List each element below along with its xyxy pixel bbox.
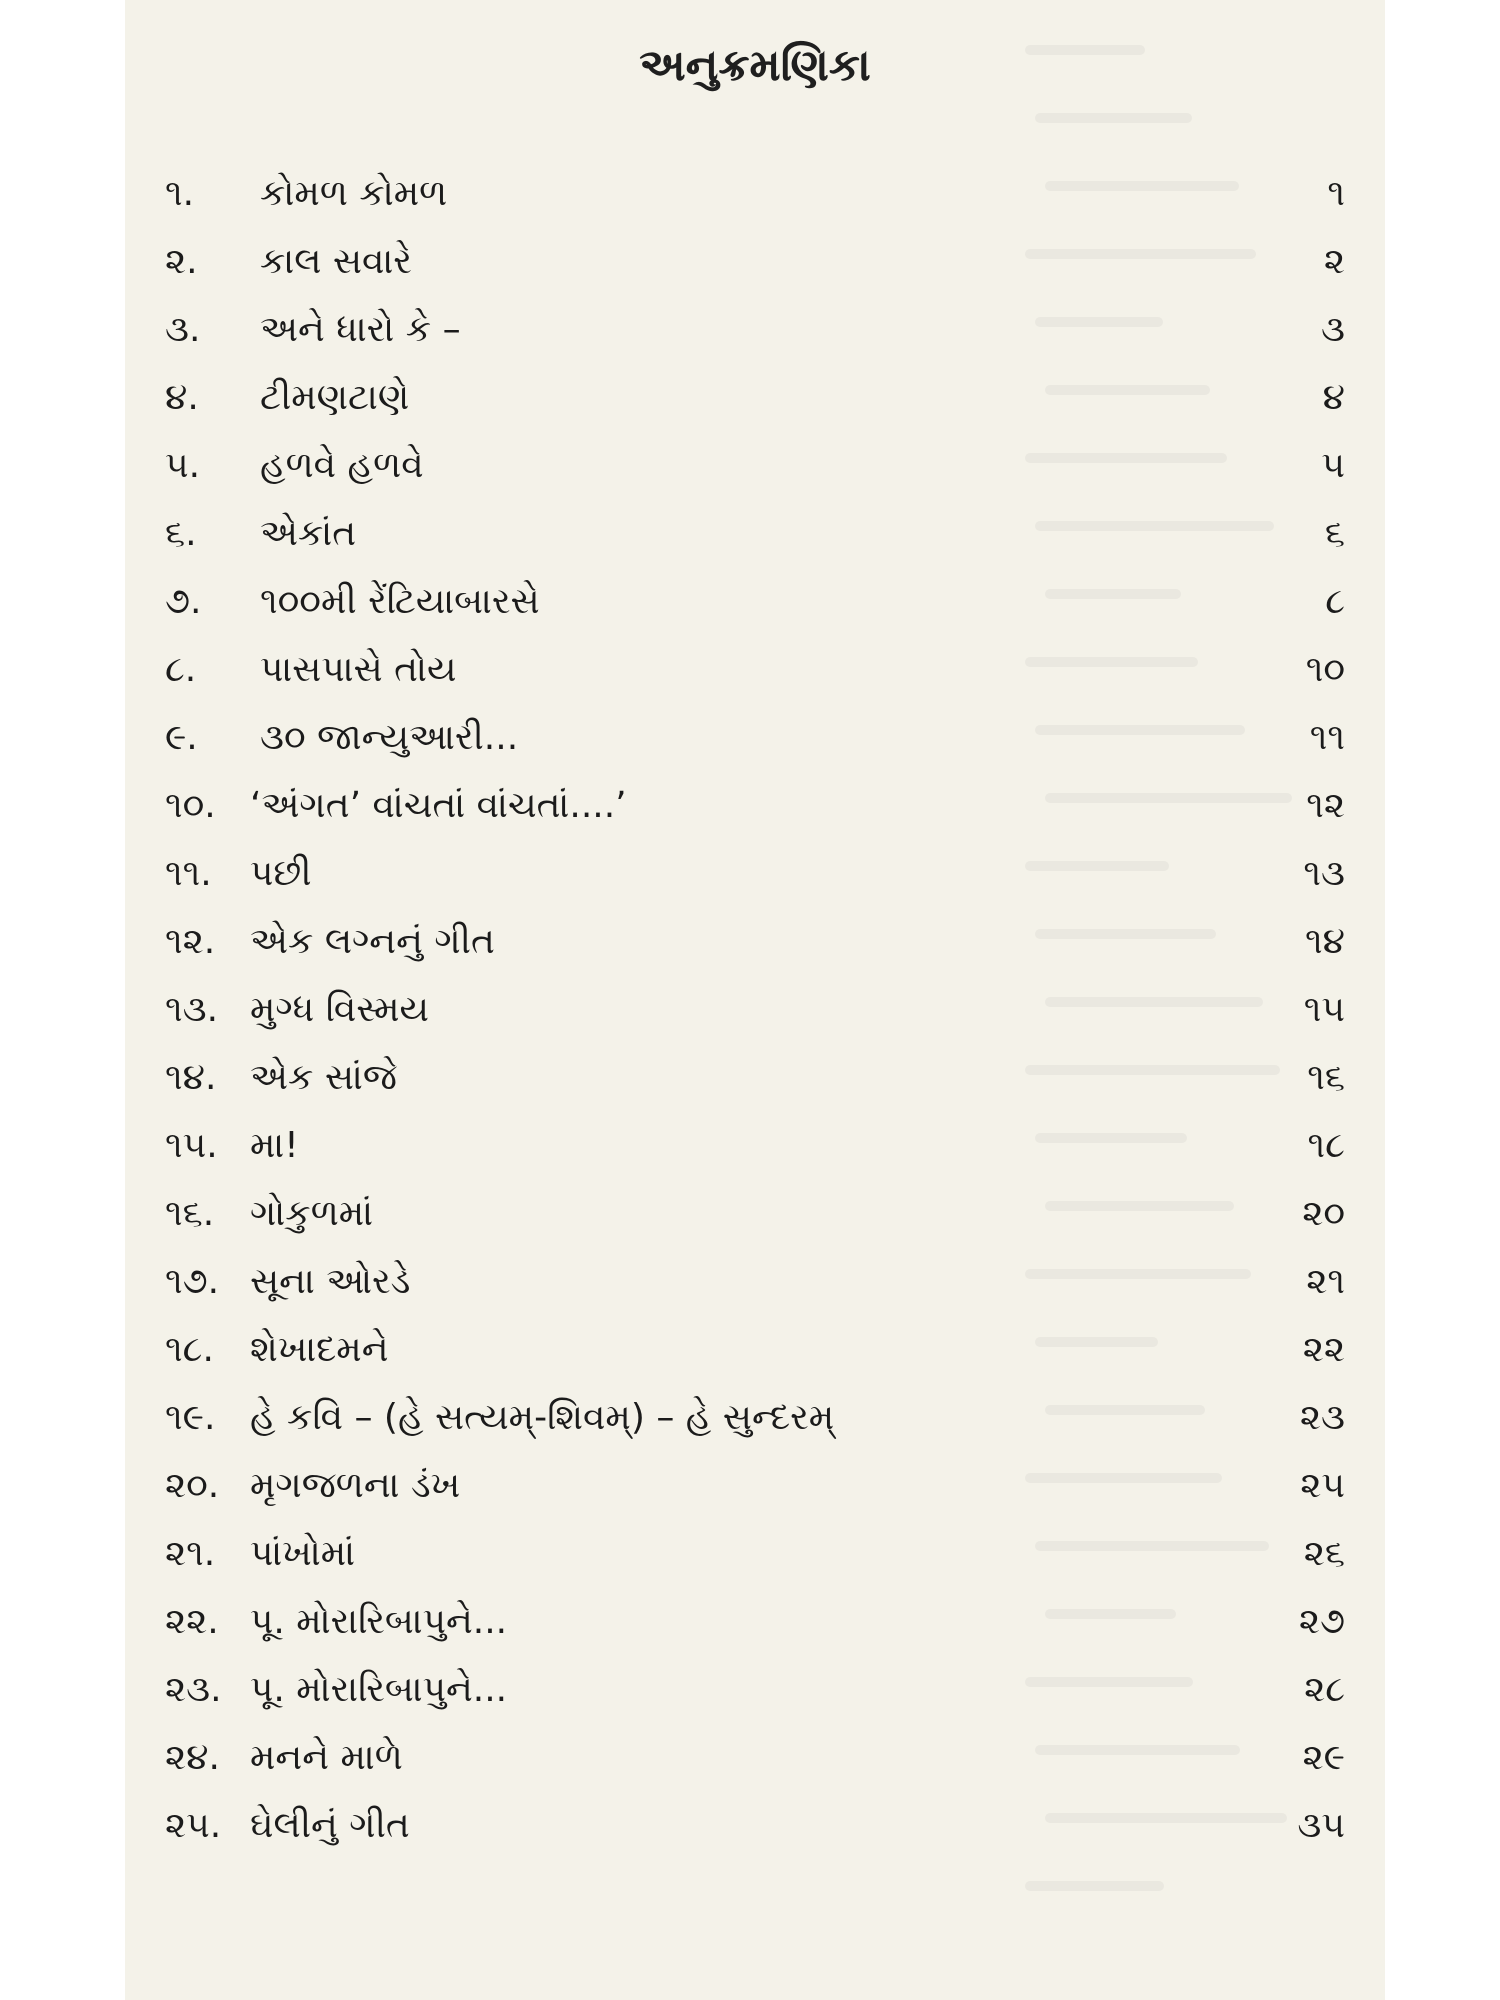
toc-entry — [125, 228, 1385, 296]
toc-entry — [125, 432, 1385, 500]
entry-page: ૩ — [1321, 309, 1345, 350]
entry-page: ૨૯ — [1302, 1737, 1345, 1778]
entry-title: શેખાદમને — [250, 1329, 389, 1370]
entry-title: ટીમણટાણે — [260, 377, 410, 418]
entry-page: ૧૪ — [1305, 921, 1345, 962]
entry-title: ૩૦ જાન્યુઆરી... — [260, 717, 519, 758]
entry-number: ૯. — [165, 717, 198, 758]
page-title: અનુક્રમણિકા — [639, 40, 871, 91]
entry-page: ૧૫ — [1303, 989, 1345, 1030]
entry-title: સૂના ઓરડે — [250, 1261, 411, 1302]
entry-page: ૨૧ — [1306, 1261, 1345, 1302]
entry-number: ૧. — [165, 173, 195, 214]
entry-title: પૂ. મોરારિબાપુને... — [250, 1669, 508, 1710]
toc-entry — [125, 1520, 1385, 1588]
entry-title: હળવે હળવે — [260, 445, 424, 486]
toc-entry — [125, 1316, 1385, 1384]
entry-title: ‘અંગત’ વાંચતાં વાંચતાં....’ — [250, 785, 627, 826]
entry-title: ઘેલીનું ગીત — [250, 1805, 410, 1846]
entry-number: ૨૦. — [165, 1465, 220, 1506]
entry-page: ૨૮ — [1304, 1669, 1345, 1710]
toc-entry — [125, 1044, 1385, 1112]
toc-entry — [125, 1588, 1385, 1656]
toc-entry — [125, 568, 1385, 636]
entry-page: ૬ — [1324, 513, 1345, 554]
show-through-stroke — [1035, 113, 1192, 123]
entry-title: ૧૦૦મી રેંટિયાબારસે — [260, 581, 540, 622]
toc-entry — [125, 1112, 1385, 1180]
entry-title: અને ધારો કે – — [260, 309, 461, 350]
entry-title: પછી — [250, 853, 312, 894]
toc-entry — [125, 1452, 1385, 1520]
entry-number: ૧૧. — [165, 853, 212, 894]
toc-entry — [125, 1384, 1385, 1452]
entry-title: એક લગ્નનું ગીત — [250, 921, 495, 962]
entry-number: ૧૬. — [165, 1193, 215, 1234]
entry-page: ૧૧ — [1309, 717, 1345, 758]
entry-title: મૃગજળના ડંખ — [250, 1465, 461, 1506]
entry-page: ૧૩ — [1303, 853, 1345, 894]
entry-number: ૨૪. — [165, 1737, 220, 1778]
entry-title: પાંખોમાં — [250, 1533, 356, 1574]
entry-title: કાલ સવારે — [260, 241, 412, 282]
entry-page: ૨૫ — [1300, 1465, 1345, 1506]
book-page — [125, 0, 1385, 2000]
entry-page: ૨૩ — [1299, 1397, 1345, 1438]
toc-entry — [125, 160, 1385, 228]
entry-title: પૂ. મોરારિબાપુને... — [250, 1601, 508, 1642]
toc-entry — [125, 500, 1385, 568]
entry-number: ૧૩. — [165, 989, 219, 1030]
entry-page: ૨૭ — [1298, 1601, 1345, 1642]
entry-page: ૧૨ — [1306, 785, 1345, 826]
entry-number: ૧૦. — [165, 785, 216, 826]
toc-entry — [125, 976, 1385, 1044]
entry-number: ૧૪. — [165, 1057, 217, 1098]
toc-entry — [125, 840, 1385, 908]
toc-entry — [125, 908, 1385, 976]
toc-entry — [125, 1180, 1385, 1248]
entry-page: ૨૦ — [1302, 1193, 1345, 1234]
entry-number: ૧૭. — [165, 1261, 220, 1302]
entry-page: ૫ — [1321, 445, 1345, 486]
entry-title: એકાંત — [260, 513, 357, 554]
entry-number: ૨. — [165, 241, 198, 282]
entry-title: એક સાંજે — [250, 1057, 397, 1098]
entry-title: હે કવિ – (હે સત્યમ્-શિવમ્) – હે સુન્દરમ્ — [250, 1397, 835, 1438]
entry-title: કોમળ કોમળ — [260, 173, 448, 214]
show-through-stroke — [1025, 1881, 1164, 1891]
toc-entry — [125, 1248, 1385, 1316]
toc-entry — [125, 296, 1385, 364]
entry-number: ૭. — [165, 581, 202, 622]
entry-page: ૧૮ — [1307, 1125, 1345, 1166]
entry-page: ૨૨ — [1302, 1329, 1345, 1370]
toc-entry — [125, 636, 1385, 704]
entry-page: ૩૫ — [1297, 1805, 1345, 1846]
entry-title: ગોકુળમાં — [250, 1193, 374, 1234]
toc-entry — [125, 772, 1385, 840]
toc-entry — [125, 1792, 1385, 1860]
entry-number: ૧૨. — [165, 921, 216, 962]
entry-page: ૧૬ — [1307, 1057, 1345, 1098]
entry-number: ૧૫. — [165, 1125, 218, 1166]
entry-page: ૨૬ — [1303, 1533, 1345, 1574]
entry-number: ૧૯. — [165, 1397, 216, 1438]
entry-number: ૨૫. — [165, 1805, 222, 1846]
entry-page: ૧૦ — [1305, 649, 1345, 690]
entry-number: ૧૮. — [165, 1329, 214, 1370]
toc-entry — [125, 1724, 1385, 1792]
entry-number: ૪. — [165, 377, 199, 418]
entry-number: ૬. — [165, 513, 197, 554]
entry-page: ૪ — [1322, 377, 1345, 418]
entry-number: ૨૩. — [165, 1669, 222, 1710]
entry-title: પાસપાસે તોય — [260, 649, 457, 690]
entry-number: ૨૨. — [165, 1601, 219, 1642]
entry-title: મુગ્ધ વિસ્મય — [250, 989, 429, 1030]
toc-entry — [125, 1656, 1385, 1724]
entry-number: ૨૧. — [165, 1533, 216, 1574]
entry-page: ૧ — [1327, 173, 1345, 214]
entry-number: ૫. — [165, 445, 201, 486]
entry-number: ૮. — [165, 649, 197, 690]
toc-entry — [125, 704, 1385, 772]
entry-number: ૩. — [165, 309, 201, 350]
toc-entry — [125, 364, 1385, 432]
entry-page: ૨ — [1323, 241, 1345, 282]
entry-page: ૮ — [1325, 581, 1345, 622]
entry-title: મા! — [250, 1125, 299, 1166]
entry-title: મનને માળે — [250, 1737, 403, 1778]
